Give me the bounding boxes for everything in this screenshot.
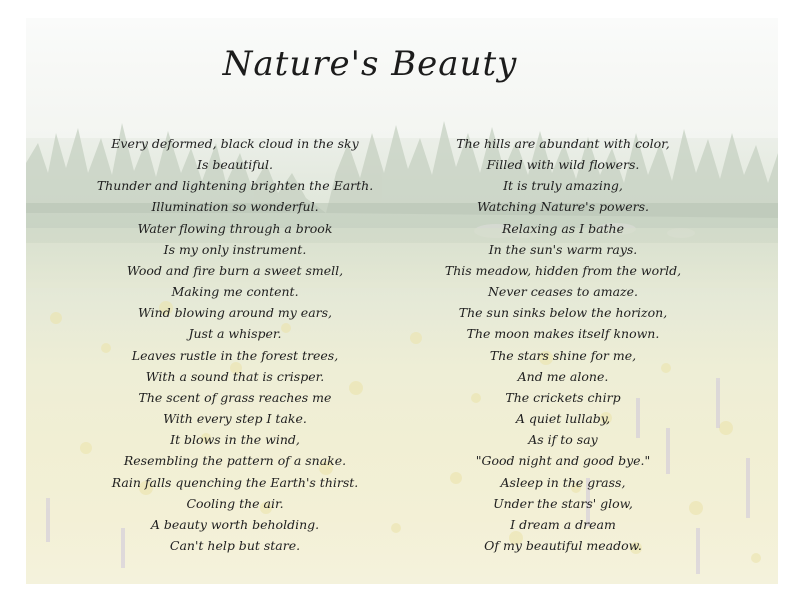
poem-line: Illumination so wonderful.: [151, 199, 319, 215]
poem-line: In the sun's warm rays.: [488, 241, 638, 257]
poem-line: Making me content.: [171, 284, 299, 300]
poem-line: Of my beautiful meadow.: [484, 537, 642, 553]
poem-left-column: [70, 133, 400, 556]
poem-line: Filled with wild flowers.: [486, 157, 640, 173]
poem-line: Resembling the pattern of a snake.: [123, 453, 347, 469]
poem-right-column: [398, 133, 728, 556]
poem-line: Asleep in the grass,: [500, 474, 626, 490]
poem-line: I dream a dream: [510, 516, 616, 532]
poem-line: The stars shine for me,: [489, 347, 637, 363]
poem-line: With a sound that is crisper.: [145, 368, 325, 384]
poem-line: It blows in the wind,: [170, 432, 300, 448]
poem-line: Just a whisper.: [188, 326, 282, 342]
poem-line: The sun sinks below the horizon,: [458, 305, 668, 321]
poem-line: Is beautiful.: [197, 157, 273, 173]
poem-line: "Good night and good bye.": [475, 453, 651, 469]
poem-line: Water flowing through a brook: [137, 220, 333, 236]
poem-line: A quiet lullaby,: [515, 411, 611, 427]
poem-line: Cooling the air.: [186, 495, 284, 511]
poem-line: Wood and fire burn a sweet smell,: [126, 262, 344, 278]
poem-line: With every step I take.: [163, 411, 307, 427]
poem-line: Never ceases to amaze.: [487, 284, 639, 300]
poem-line: The scent of grass reaches me: [138, 389, 332, 405]
poem-line: Wind blowing around my ears,: [137, 305, 333, 321]
poem-line: Watching Nature's powers.: [477, 199, 649, 215]
poem-line: Leaves rustle in the forest trees,: [131, 347, 339, 363]
poem-line: A beauty worth beholding.: [150, 516, 320, 532]
poem-line: Rain falls quenching the Earth's thirst.: [111, 474, 359, 490]
poem-line: The moon makes itself known.: [466, 326, 660, 342]
poem-line: The crickets chirp: [505, 389, 621, 405]
poem-line: Under the stars' glow,: [493, 495, 633, 511]
poem-line: Relaxing as I bathe: [501, 220, 624, 236]
poem-line: This meadow, hidden from the world,: [444, 262, 682, 278]
poem-line: Thunder and lightening brighten the Earth.: [96, 178, 374, 194]
poem-line: Can't help but stare.: [169, 537, 301, 553]
poem-line: The hills are abundant with color,: [456, 136, 670, 151]
poem-line: As if to say: [528, 432, 598, 448]
poem-line: And me alone.: [517, 368, 609, 384]
poem-line: Every deformed, black cloud in the sky: [111, 136, 359, 151]
poem-title: Nature's Beauty: [222, 44, 518, 84]
poem-line: It is truly amazing,: [503, 178, 623, 194]
poem-line: Is my only instrument.: [163, 241, 307, 257]
